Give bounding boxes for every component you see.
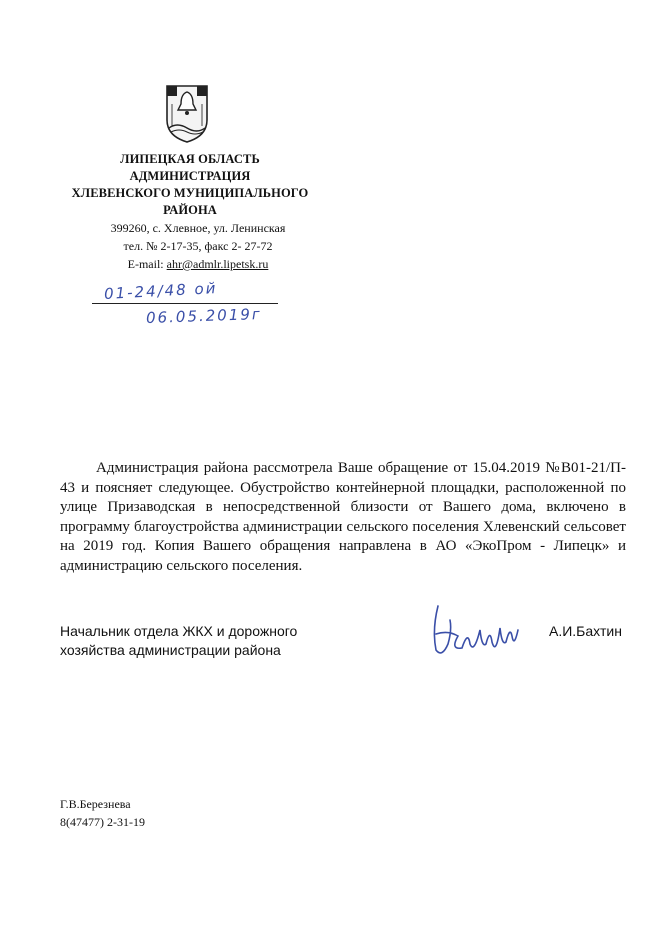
position-line-1: Начальник отдела ЖКХ и дорожного (60, 623, 298, 639)
registration-number: 01-24/48 ой (103, 279, 218, 303)
registration-date: 06.05.2019г (145, 304, 263, 328)
letterhead-address: 399260, с. Хлевное, ул. Ленинская (110, 221, 286, 235)
position-line-2: хозяйства администрации района (60, 642, 281, 658)
email-label: E-mail: (127, 257, 167, 271)
signatory-position (60, 622, 297, 660)
letterhead-email-line (88, 255, 308, 273)
registration-underline (92, 303, 278, 304)
signatory-name: А.И.Бахтин (549, 623, 622, 639)
executor-name: Г.В.Березнева (60, 797, 131, 811)
letter-paragraph: Администрация района рассмотрела Ваше обращение от 15.04.2019 №В01-21/П- 43 и поясняет следующее. Обустройство контейнерной площадки, расположенной по улице Призаводская в непосредственной близости от Вашего дома, включено в программу благоустройства администрации сельского поселения Хлевенский сельсовет на 2019 год. Копия Вашего обращения направлена в АО «ЭкоПром - Липецк» и администрацию сельского поселения. (60, 460, 626, 574)
letterhead-district: ХЛЕВЕНСКОГО МУНИЦИПАЛЬНОГО (71, 186, 309, 200)
letterhead-region: ЛИПЕЦКАЯ ОБЛАСТЬ (120, 152, 260, 166)
coat-of-arms-emblem (163, 82, 211, 144)
handwritten-signature (428, 600, 523, 662)
letterhead-phone: тел. № 2-17-35, факс 2- 27-72 (123, 239, 273, 253)
email-link[interactable]: ahr@admlr.lipetsk.ru (166, 257, 269, 271)
executor-block (60, 795, 145, 831)
letterhead-administration: АДМИНИСТРАЦИЯ (129, 169, 251, 183)
letter-body (60, 459, 626, 576)
letterhead-title (60, 151, 320, 219)
letterhead-raion: РАЙОНА (163, 203, 217, 217)
executor-phone: 8(47477) 2-31-19 (60, 815, 145, 829)
letterhead-contacts (88, 219, 308, 273)
